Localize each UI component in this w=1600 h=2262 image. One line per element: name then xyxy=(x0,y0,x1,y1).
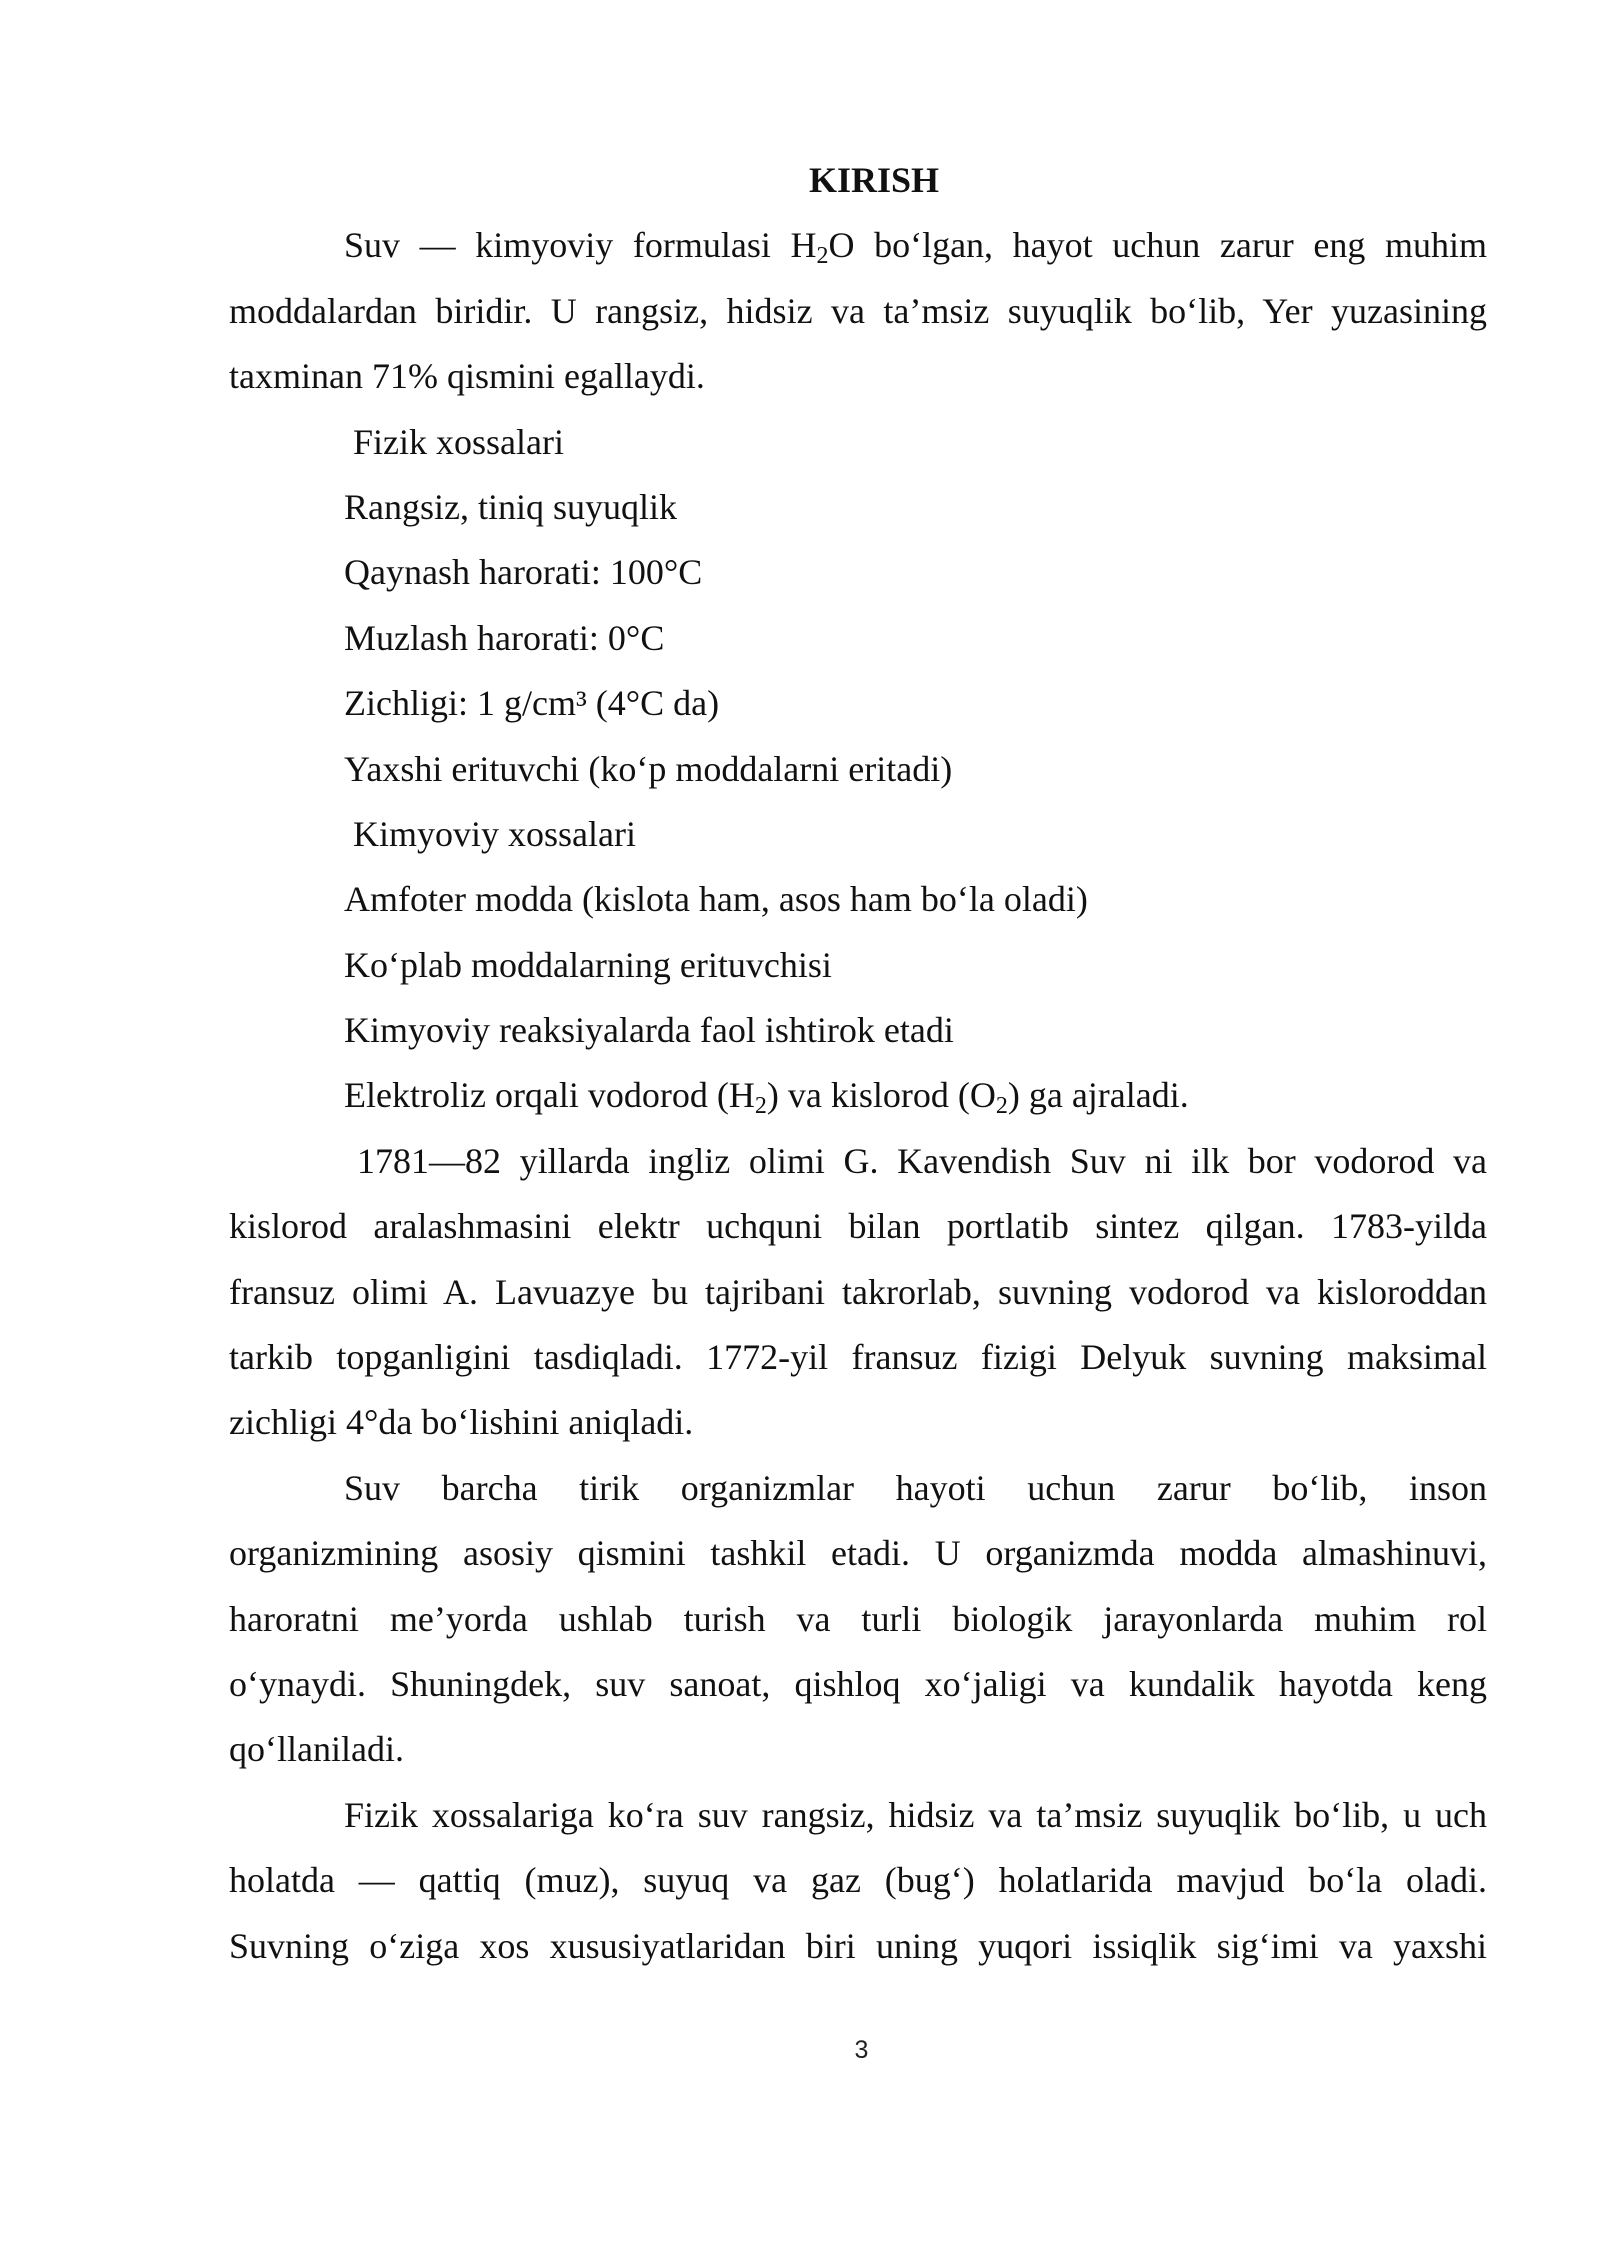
biology-line-4: o‘ynaydi. Shuningdek, suv sanoat, qishloq xo‘jaligi va kundalik hayotda keng xyxy=(229,1663,1487,1704)
chemical-heading: Kimyoviy xossalari xyxy=(353,813,636,854)
electrolysis-line xyxy=(229,1063,1487,1128)
history-line-5: zichligi 4°da bo‘lishini aniqladi. xyxy=(229,1402,694,1443)
history-line-4: tarkib topganligini tasdiqladi. 1772-yil fransuz fizigi Delyuk suvning maksimal xyxy=(229,1337,1487,1378)
intro-text-1b: O bo‘lgan, hayot uchun zarur eng muhim xyxy=(828,225,1488,266)
physical-item: Qaynash harorati: 100°C xyxy=(344,552,703,593)
formula-subscript: 2 xyxy=(816,243,829,270)
history-line-3: fransuz olimi A. Lavuazye bu tajribani takrorlab, suvning vodorod va kisloroddan xyxy=(229,1271,1487,1312)
states-line-1: Fizik xossalariga ko‘ra suv rangsiz, hidsiz va ta’msiz suyuqlik bo‘lib, u uch xyxy=(344,1794,1487,1835)
chemical-item: Kimyoviy reaksiyalarda faol ishtirok etadi xyxy=(344,1010,954,1051)
intro-line-1 xyxy=(229,213,1487,278)
biology-line-2: organizmining asosiy qismini tashkil etadi. U organizmda modda almashinuvi, xyxy=(229,1533,1487,1574)
chemical-item: Amfoter modda (kislota ham, asos ham bo‘la oladi) xyxy=(344,879,1088,920)
history-line-1: 1781—82 yillarda ingliz olimi G. Kavendish Suv ni ilk bor vodorod va xyxy=(357,1140,1487,1181)
states-line-3: Suvning o‘ziga xos xususiyatlaridan biri uning yuqori issiqlik sig‘imi va yaxshi xyxy=(229,1925,1487,1966)
page-content xyxy=(229,148,1487,1979)
intro-line-2: moddalardan biridir. U rangsiz, hidsiz va ta’msiz suyuqlik bo‘lib, Yer yuzasining xyxy=(229,290,1487,331)
biology-line-5: qo‘llaniladi. xyxy=(229,1729,404,1770)
history-line-2: kislorod aralashmasini elektr uchquni bilan portlatib sintez qilgan. 1783-yilda xyxy=(229,1206,1487,1247)
states-line-2: holatda — qattiq (muz), suyuq va gaz (bug‘) holatlarida mavjud bo‘la oladi. xyxy=(229,1860,1487,1901)
electrolysis-text-a: Elektroliz orqali vodorod (H xyxy=(344,1075,755,1116)
hydrogen-subscript: 2 xyxy=(754,1093,767,1120)
page-title: KIRISH xyxy=(808,160,940,200)
electrolysis-text-c: ) ga ajraladi. xyxy=(1007,1075,1189,1116)
biology-line-1: Suv barcha tirik organizmlar hayoti uchun zarur bo‘lib, inson xyxy=(344,1467,1487,1508)
physical-item: Rangsiz, tiniq suyuqlik xyxy=(344,486,677,527)
intro-line-3: taxminan 71% qismini egallaydi. xyxy=(229,356,705,397)
physical-item: Yaxshi erituvchi (ko‘p moddalarni eritadi) xyxy=(344,748,953,789)
chemical-item: Ko‘plab moddalarning erituvchisi xyxy=(344,944,832,985)
physical-item: Muzlash harorati: 0°C xyxy=(344,617,665,658)
biology-line-3: haroratni me’yorda ushlab turish va turli biologik jarayonlarda muhim rol xyxy=(229,1598,1487,1639)
page-number: 3 xyxy=(854,2036,869,2064)
electrolysis-text-b: ) va kislorod (O xyxy=(766,1075,996,1116)
physical-item: Zichligi: 1 g/cm³ (4°C da) xyxy=(344,683,720,724)
oxygen-subscript: 2 xyxy=(995,1093,1008,1120)
intro-text-1a: Suv — kimyoviy formulasi H xyxy=(344,225,817,266)
physical-heading: Fizik xossalari xyxy=(353,421,564,462)
